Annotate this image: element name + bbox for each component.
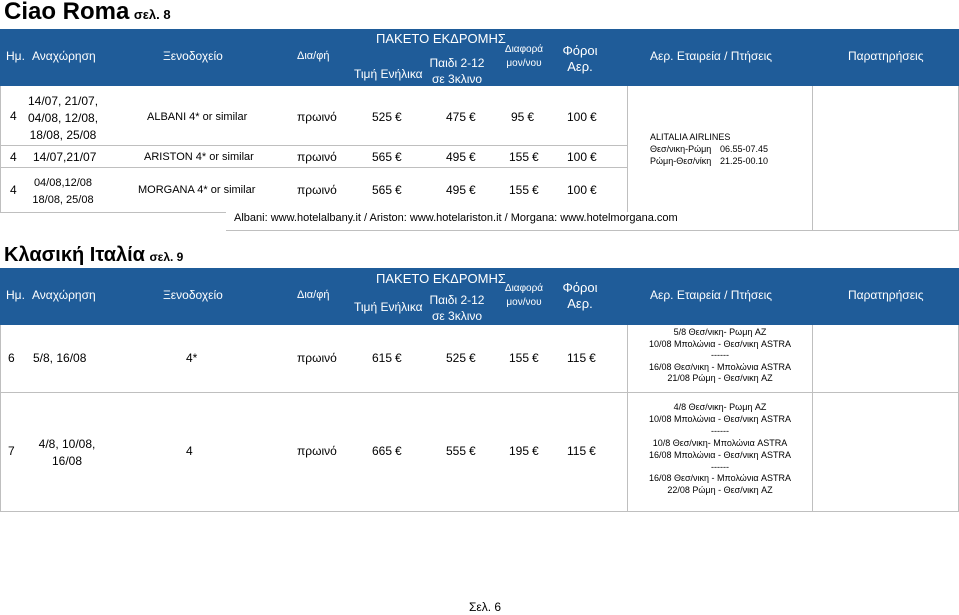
row-single: 155 € (509, 150, 539, 164)
header-departure: Αναχώρηση (32, 49, 96, 63)
row-child: 495 € (446, 150, 476, 164)
row-dates: 14/07,21/07 (33, 150, 97, 164)
flight-time: 21.25-00.10 (720, 156, 769, 166)
header-single-supp: Διαφορά μον/νου (504, 283, 544, 308)
row-day: 7 (8, 444, 15, 458)
flight-route: Θεσ/νικη-Ρώμη (650, 144, 712, 154)
header-board: Δια/φή (297, 289, 330, 301)
row-board: πρωινό (297, 351, 337, 365)
row-adult: 565 € (372, 150, 402, 164)
row-hotel: 4 (186, 444, 193, 458)
grid-line (812, 325, 813, 512)
row-adult: 615 € (372, 351, 402, 365)
grid-line (0, 392, 959, 393)
header-package: ΠΑΚΕΤΟ ΕΚΔΡΟΜΗΣ (376, 271, 506, 286)
section2-title (4, 244, 183, 267)
row-child: 495 € (446, 183, 476, 197)
grid-line (226, 230, 959, 231)
row-child: 555 € (446, 444, 476, 458)
header-taxes: Φόροι Αερ. (562, 280, 598, 311)
row-flights: 5/8 Θεσ/νικη- Ρωμη AZ 10/08 Μπολώνια - Θεσ/νικη ASTRA ------ 16/08 Θεσ/νικη - Μπολώνια ASTRA 21/08 Ρώμη - Θεσ/νικη AZ (648, 327, 792, 383)
section1-title-page: σελ. 8 (133, 7, 171, 22)
header-day: Ημ. (6, 49, 25, 63)
row-tax: 100 € (567, 150, 597, 164)
header-child-price: Παιδι 2-12 σε 3κλινο (429, 56, 485, 86)
section1-title (4, 0, 171, 26)
grid-line (0, 212, 226, 213)
header-airline: Αερ. Εταιρεία / Πτήσεις (650, 288, 773, 302)
airline-info (650, 131, 768, 167)
grid-line (812, 86, 813, 230)
header-board: Δια/φή (297, 50, 330, 62)
row-single: 95 € (511, 110, 535, 124)
header-departure: Αναχώρηση (32, 288, 96, 302)
row-hotel: ARISTON 4* or similar (144, 151, 254, 163)
section1-title-main: Ciao Roma (4, 0, 130, 25)
row-tax: 115 € (567, 351, 596, 365)
row-tax: 100 € (567, 183, 597, 197)
row-day: 6 (8, 351, 15, 365)
section2-title-main: Κλασική Ιταλία (4, 244, 145, 266)
row-board: πρωινό (297, 150, 337, 164)
row-day: 4 (10, 183, 17, 197)
row-single: 155 € (509, 183, 539, 197)
row-hotel: MORGANA 4* or similar (138, 184, 256, 196)
header-notes: Παρατηρήσεις (848, 49, 924, 63)
row-dates: 04/08,12/08 18/08, 25/08 (32, 177, 94, 206)
header-child-price: Παιδι 2-12 σε 3κλινο (429, 293, 485, 323)
row-dates: 4/8, 10/08, 16/08 (38, 437, 96, 468)
row-day: 4 (10, 150, 17, 164)
section2-title-page: σελ. 9 (149, 250, 184, 264)
row-tax: 115 € (567, 444, 596, 458)
row-single: 195 € (509, 444, 539, 458)
row-tax: 100 € (567, 110, 597, 124)
row-child: 525 € (446, 351, 476, 365)
header-day: Ημ. (6, 288, 25, 302)
flight-route: Ρώμη-Θεσ/νίκη (650, 156, 712, 166)
header-airline: Αερ. Εταιρεία / Πτήσεις (650, 49, 773, 63)
header-taxes: Φόροι Αερ. (562, 43, 598, 74)
header-adult-price: Τιμή Ενήλικα (354, 67, 423, 81)
section2-header (0, 268, 959, 325)
row-dates: 14/07, 21/07, 04/08, 12/08, 18/08, 25/08 (27, 94, 99, 142)
grid-line (0, 145, 627, 146)
header-notes: Παρατηρήσεις (848, 288, 924, 302)
row-board: πρωινό (297, 110, 337, 124)
row-adult: 665 € (372, 444, 402, 458)
header-single-supp: Διαφορά μον/νου (504, 44, 544, 69)
row-adult: 565 € (372, 183, 402, 197)
hotel-websites: Albani: www.hotelalbany.it / Ariston: www.hotelariston.it / Morgana: www.hotelmorgana.com (234, 212, 678, 224)
row-adult: 525 € (372, 110, 402, 124)
grid-line (0, 325, 1, 512)
header-package: ΠΑΚΕΤΟ ΕΚΔΡΟΜΗΣ (376, 31, 506, 46)
grid-line (0, 86, 1, 212)
grid-line (0, 511, 959, 512)
header-adult-price: Τιμή Ενήλικα (354, 300, 423, 314)
row-hotel: ALBANI 4* or similar (147, 111, 248, 123)
row-board: πρωινό (297, 444, 337, 458)
section1-header (0, 29, 959, 86)
row-day: 4 (10, 109, 17, 123)
row-board: πρωινό (297, 183, 337, 197)
row-child: 475 € (446, 110, 476, 124)
grid-line (627, 86, 628, 212)
row-dates: 5/8, 16/08 (33, 351, 87, 365)
row-single: 155 € (509, 351, 539, 365)
row-flights: 4/8 Θεσ/νικη- Ρωμη AZ 10/08 Μπολώνια - Θεσ/νικη ASTRA ------ 10/8 Θεσ/νικη- Μπολώνια ASTRA 16/08 Μπολώνια - Θεσ/νικη ASTRA ------ 16/08 Θεσ/νικη - Μπολώνια ASTRA 22/08 Ρώμη - Θεσ/νικη AZ (648, 402, 792, 496)
airline-name: ALITALIA AIRLINES (650, 132, 731, 142)
flight-time: 06.55-07.45 (720, 144, 769, 154)
header-hotel: Ξενοδοχείο (163, 49, 223, 63)
header-hotel: Ξενοδοχείο (163, 288, 223, 302)
grid-line (0, 167, 627, 168)
row-hotel: 4* (186, 351, 198, 365)
page-number: Σελ. 6 (469, 600, 502, 614)
